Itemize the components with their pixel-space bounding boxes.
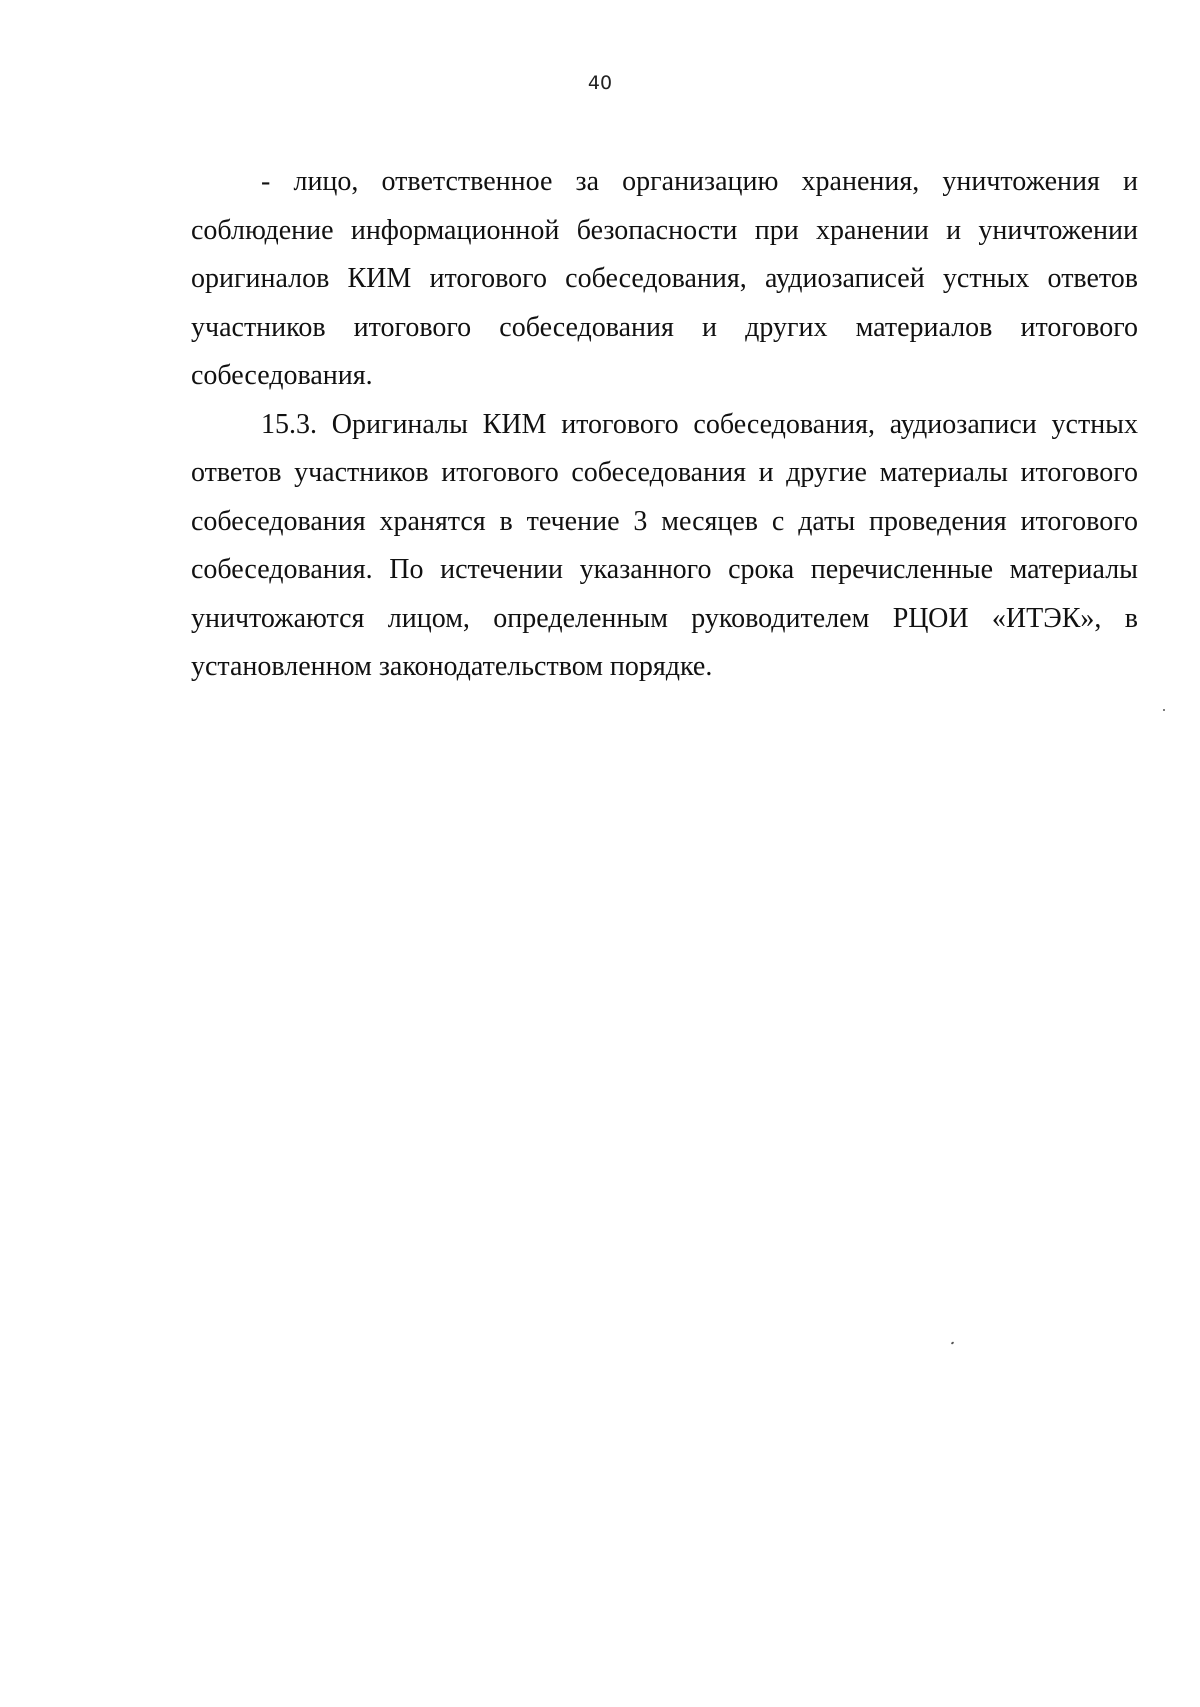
paragraph-15-3-storage: 15.3. Оригиналы КИМ итогового собеседования, аудиозаписи устных ответов участников итогового собеседования и другие материалы итогового собеседования хранятся в течение 3 месяцев с даты проведения итогового собеседования. По истечении указанного срока перечисленные материалы уничтожаются лицом, определенным руководителем РЦОИ «ИТЭК», в установленном законодательством порядке. xyxy=(191,408,1138,682)
scan-speck xyxy=(1163,709,1165,711)
scan-speck xyxy=(951,1341,955,1344)
page-number: 40 xyxy=(587,72,613,94)
document-body xyxy=(191,158,1138,692)
paragraph-responsible-person: - лицо, ответственное за организацию хранения, уничтожения и соблюдение информационной безопасности при хранении и уничтожении оригиналов КИМ итогового собеседования, аудиозаписей устных ответов участников итогового собеседования и других материалов итогового собеседования. xyxy=(191,166,1138,391)
